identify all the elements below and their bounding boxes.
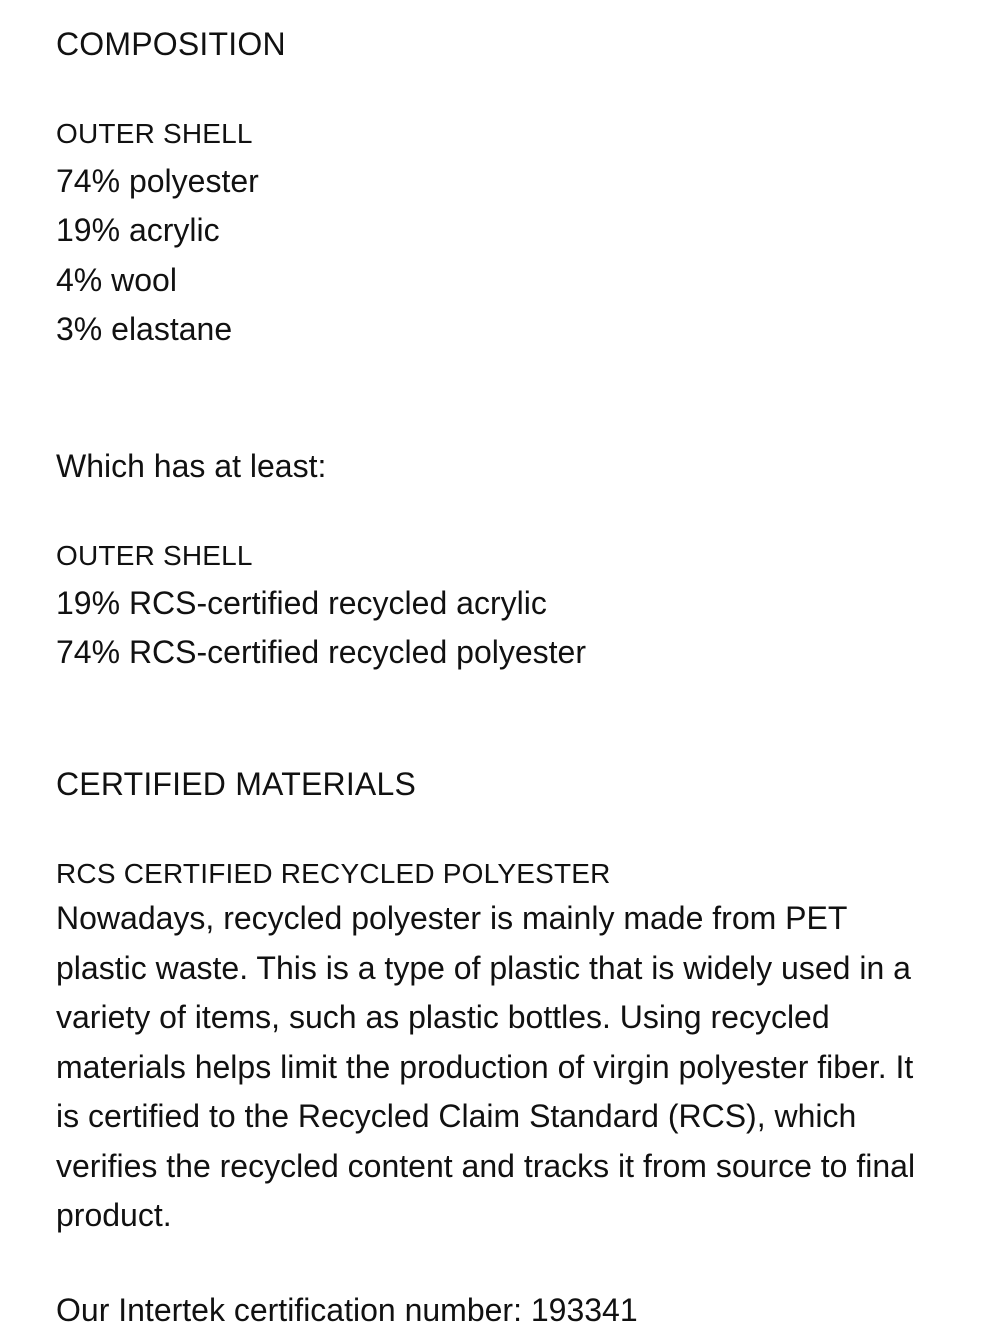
rcs-polyester-subheading: RCS CERTIFIED RECYCLED POLYESTER	[56, 858, 611, 889]
description-line: product.	[56, 1197, 172, 1233]
composition-item: 19% acrylic	[56, 212, 220, 248]
at-least-intro: Which has at least:	[56, 448, 327, 484]
certified-materials-heading: CERTIFIED MATERIALS	[56, 766, 417, 802]
recycled-item: 74% RCS-certified recycled polyester	[56, 634, 586, 670]
description-line: Nowadays, recycled polyester is mainly made from PET	[56, 900, 848, 936]
composition-heading: COMPOSITION	[56, 26, 286, 62]
description-line: variety of items, such as plastic bottles. Using recycled	[56, 999, 830, 1035]
description-line: verifies the recycled content and tracks it from source to final	[56, 1147, 916, 1184]
composition-item: 4% wool	[56, 262, 177, 298]
description-line: plastic waste. This is a type of plastic that is widely used in a	[56, 949, 911, 986]
certification-number: Our Intertek certification number: 193341	[56, 1292, 638, 1328]
composition-item: 3% elastane	[56, 311, 233, 347]
description-line: is certified to the Recycled Claim Standard (RCS), which	[56, 1098, 857, 1134]
recycled-item: 19% RCS-certified recycled acrylic	[56, 585, 547, 621]
composition-item: 74% polyester	[56, 163, 259, 199]
rcs-polyester-description	[56, 894, 1000, 1241]
outer-shell-label: OUTER SHELL	[56, 118, 253, 149]
outer-shell-label: OUTER SHELL	[56, 540, 253, 571]
description-line: materials helps limit the production of virgin polyester fiber. It	[56, 1048, 914, 1085]
